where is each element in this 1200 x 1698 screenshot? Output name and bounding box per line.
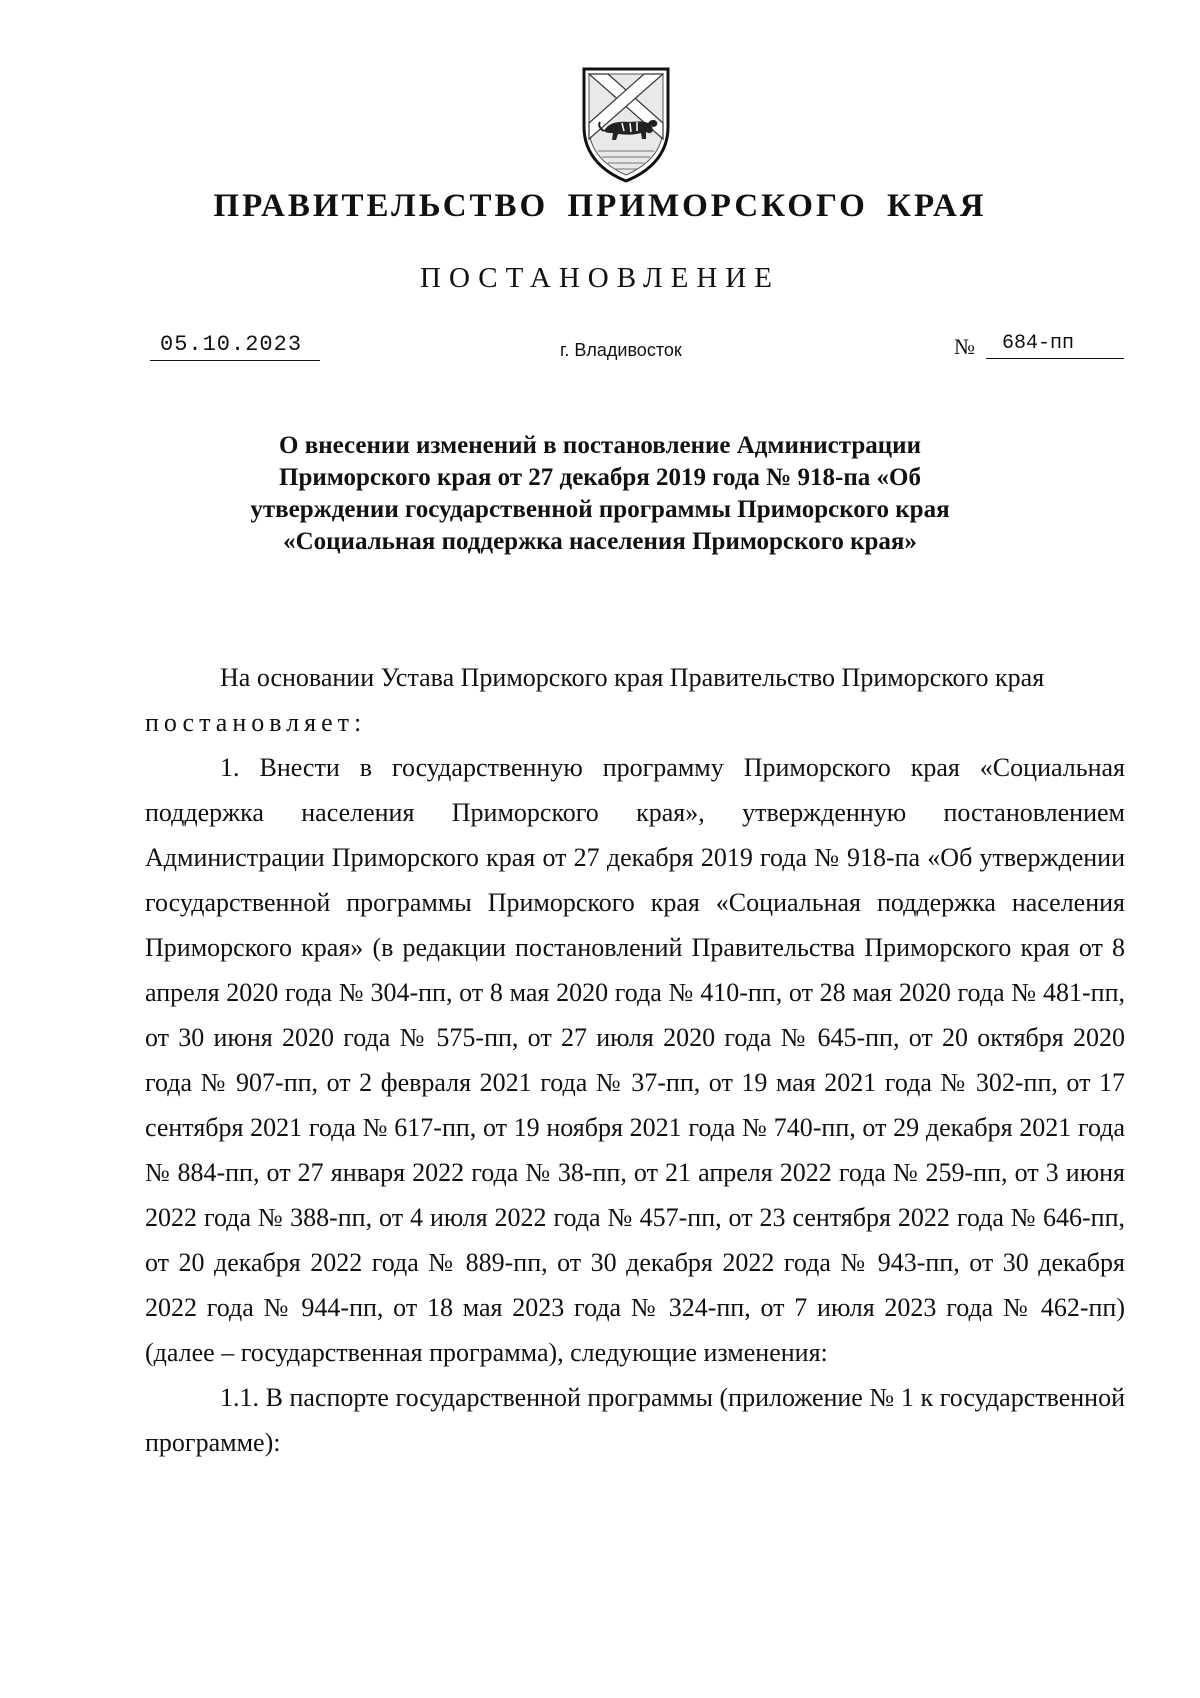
preamble-paragraph: На основании Устава Приморского края Правительство Приморского края (220, 663, 1045, 692)
date-field (150, 332, 320, 361)
document-number: 684-пп (1002, 332, 1075, 355)
document-kind: ПОСТАНОВЛЕНИЕ (420, 262, 780, 294)
government-title: ПРАВИТЕЛЬСТВО ПРИМОРСКОГО КРАЯ (213, 188, 987, 224)
number-label: № (954, 334, 975, 359)
document-body (145, 655, 1125, 1465)
document-subject: О внесении изменений в постановление Администрации Приморского края от 27 декабря 2019 года № 918-па «Об утверждении государственной программы Приморского края «Социальная поддержка населения Приморского края» (250, 432, 950, 555)
decree-word: постановляет: (145, 708, 367, 737)
number-field (986, 332, 1124, 359)
item-1-paragraph: 1. Внести в государственную программу Приморского края «Социальная поддержка населения Приморского края», утвержденную постановлением Администрации Приморского края от 27 декабря 2019 года № 918-па «Об утверждении государственной программы Приморского края «Социальная поддержка населения Приморского края» (в редакции постановлений Правительства Приморского края от 8 апреля 2020 года № 304-пп, от 8 мая 2020 года № 410-пп, от 28 мая 2020 года № 481-пп, от 30 июня 2020 года № 575-пп, от 27 июля 2020 года № 645-пп, от 20 октября 2020 года № 907-пп, от 2 февраля 2021 года № 37-пп, от 19 мая 2021 года № 302-пп, от 17 сентября 2021 года № 617-пп, от 19 ноября 2021 года № 740-пп, от 29 декабря 2021 года № 884-пп, от 27 января 2022 года № 38-пп, от 21 апреля 2022 года № 259-пп, от 3 июня 2022 года № 388-пп, от 4 июля 2022 года № 457-пп, от 23 сентября 2022 года № 646-пп, от 20 декабря 2022 года № 889-пп, от 30 декабря 2022 года № 943-пп, от 30 декабря 2022 года № 944-пп, от 18 мая 2023 года № 324-пп, от 7 июля 2023 года № 462-пп) (далее – государственная программа), следующие изменения: (145, 753, 1125, 1367)
document-date: 05.10.2023 (160, 332, 303, 357)
coat-of-arms-icon (578, 65, 674, 185)
document-meta (0, 332, 1200, 372)
item-1-1-paragraph: 1.1. В паспорте государственной программы (приложение № 1 к государственной программе): (145, 1383, 1125, 1457)
city-label: г. Владивосток (560, 340, 682, 360)
